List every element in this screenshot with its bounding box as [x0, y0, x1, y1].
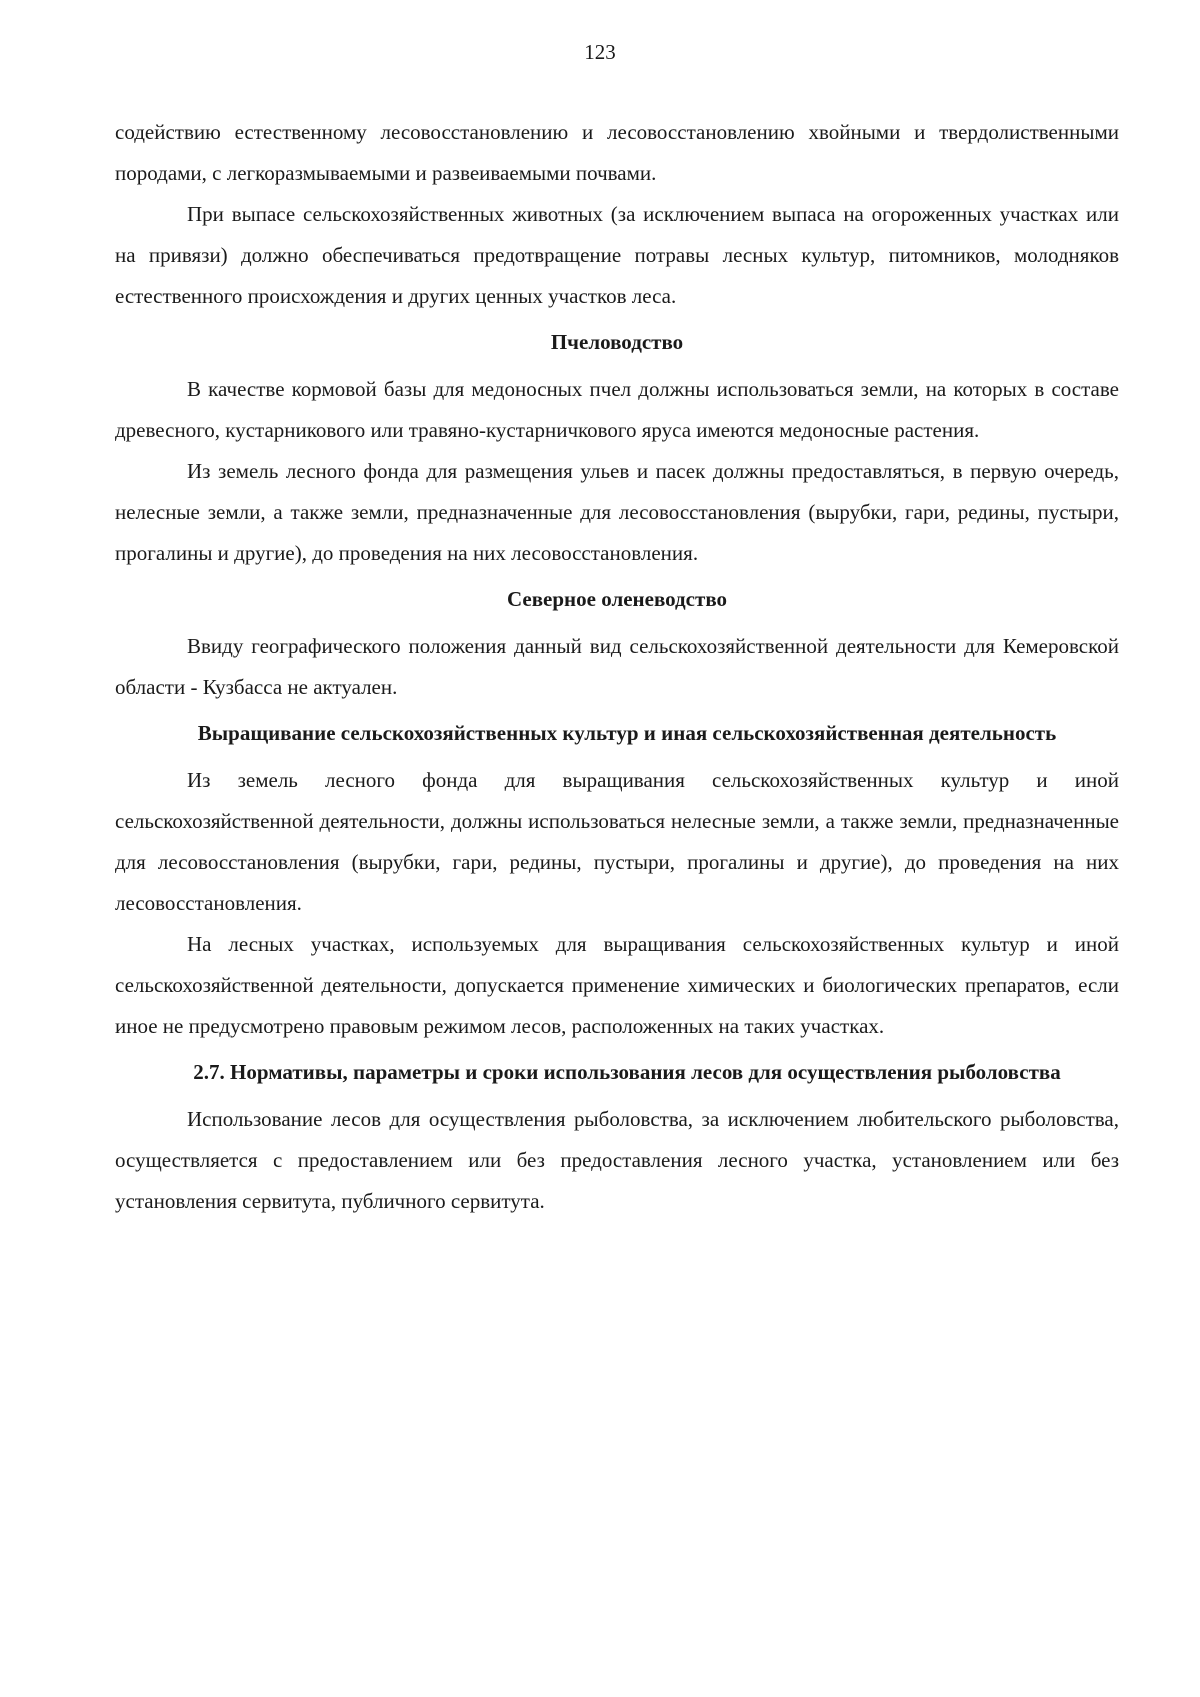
paragraph-crop-lands: Из земель лесного фонда для выращивания сельскохозяйственных культур и иной сельскохозяйственной деятельности, должны использоваться нелесные земли, а также земли, предназначенные для лесовосстановления (вырубки, гари, редины, пустыри, прогалины и другие), до проведения на них лесовосстановления. — [115, 768, 1119, 915]
heading-section-2-7-fishing: 2.7. Нормативы, параметры и сроки использования лесов для осуществления рыболовства — [193, 1060, 1061, 1084]
heading-crop-cultivation: Выращивание сельскохозяйственных культур и иная сельскохозяйственная деятельность — [197, 721, 1057, 745]
paragraph-honey-plants: В качестве кормовой базы для медоносных пчел должны использоваться земли, на которых в составе древесного, кустарникового или травяно-кустарничкового яруса имеются медоносные растения. — [115, 377, 1119, 442]
paragraph-fishing-use: Использование лесов для осуществления рыболовства, за исключением любительского рыболовства, осуществляется с предоставлением или без предоставления лесного участка, установлением или без установления сервитута, публичного сервитута. — [115, 1107, 1119, 1213]
heading-reindeer-herding: Северное оленеводство — [506, 587, 728, 611]
paragraph-reindeer-not-relevant: Ввиду географического положения данный вид сельскохозяйственной деятельности для Кемеровской области - Кузбасса не актуален. — [115, 634, 1119, 699]
page-number: 123 — [584, 40, 616, 64]
paragraph-chemical-preparations: На лесных участках, используемых для выращивания сельскохозяйственных культур и иной сельскохозяйственной деятельности, допускается применение химических и биологических препаратов, если иное не предусмотрено правовым режимом лесов, расположенных на таких участках. — [115, 932, 1119, 1038]
paragraph-hive-placement: Из земель лесного фонда для размещения ульев и пасек должны предоставляться, в первую очередь, нелесные земли, а также земли, предназначенные для лесовосстановления (вырубки, гари, редины, пустыри, прогалины и другие), до проведения на них лесовосстановления. — [115, 459, 1119, 565]
heading-beekeeping: Пчеловодство — [550, 330, 684, 354]
page-content — [115, 112, 1119, 1222]
paragraph-continuation: содействию естественному лесовосстановлению и лесовосстановлению хвойными и твердолиственными породами, с легкоразмываемыми и развеиваемыми почвами. — [115, 120, 1119, 185]
paragraph-livestock-grazing: При выпасе сельскохозяйственных животных (за исключением выпаса на огороженных участках или на привязи) должно обеспечиваться предотвращение потравы лесных культур, питомников, молодняков естественного происхождения и других ценных участков леса. — [115, 202, 1119, 308]
